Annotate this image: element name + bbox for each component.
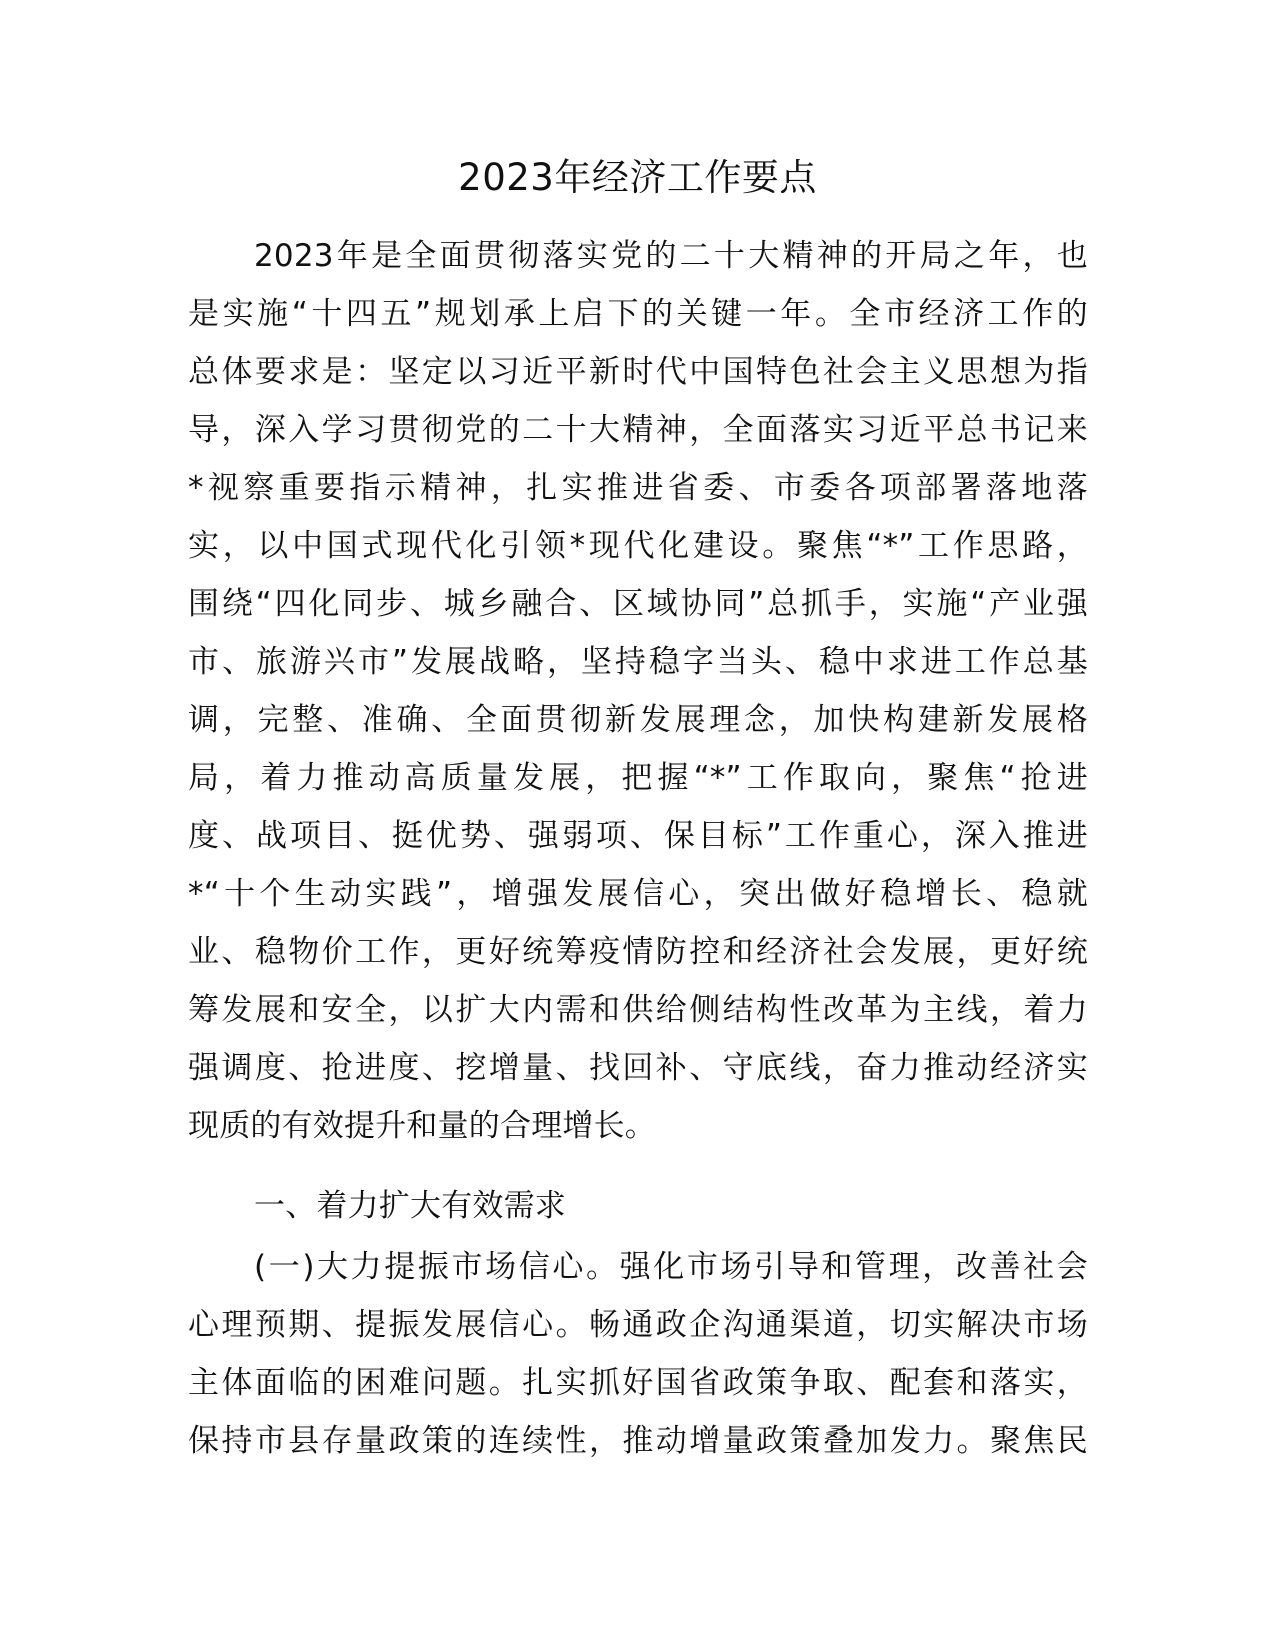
paragraph-line: 围绕“四化同步、城乡融合、区域协同”总抓手，实施“产业强 <box>188 586 1088 622</box>
paragraph-line: 调，完整、准确、全面贯彻新发展理念，加快构建新发展格 <box>188 702 1088 738</box>
paragraph-line: *“十个生动实践”，增强发展信心，突出做好稳增长、稳就 <box>188 876 1088 912</box>
section-one-paragraph <box>188 1238 1088 1470</box>
section-heading-text: 一、着力扩大有效需求 <box>254 1188 566 1224</box>
paragraph-line: 是实施“十四五”规划承上启下的关键一年。全市经济工作的 <box>188 296 1088 332</box>
section-heading <box>188 1177 1088 1235</box>
document-title: 2023年经济工作要点 <box>458 156 817 199</box>
paragraph-line: 强调度、抢进度、挖增量、找回补、守底线，奋力推动经济实 <box>188 1050 1088 1086</box>
paragraph-line: 总体要求是：坚定以习近平新时代中国特色社会主义思想为指 <box>188 354 1088 390</box>
paragraph-line: 实，以中国式现代化引领*现代化建设。聚焦“*”工作思路， <box>188 528 1088 564</box>
paragraph-line: 筹发展和安全，以扩大内需和供给侧结构性改革为主线，着力 <box>188 992 1088 1028</box>
paragraph-line: 保持市县存量政策的连续性，推动增量政策叠加发力。聚焦民 <box>188 1423 1088 1459</box>
paragraph-line: 主体面临的困难问题。扎实抓好国省政策争取、配套和落实， <box>188 1365 1088 1401</box>
paragraph-line: 2023年是全面贯彻落实党的二十大精神的开局之年，也 <box>254 238 1088 274</box>
paragraph-line: *视察重要指示精神，扎实推进省委、市委各项部署落地落 <box>188 470 1088 506</box>
intro-paragraph <box>188 227 1088 1155</box>
paragraph-line: 导，深入学习贯彻党的二十大精神，全面落实习近平总书记来 <box>188 412 1088 448</box>
paragraph-line: 业、稳物价工作，更好统筹疫情防控和经济社会发展，更好统 <box>188 934 1088 970</box>
paragraph-line: 度、战项目、挺优势、强弱项、保目标”工作重心，深入推进 <box>188 818 1088 854</box>
paragraph-line: 现质的有效提升和量的合理增长。 <box>188 1108 656 1144</box>
paragraph-line: (一)大力提振市场信心。强化市场引导和管理，改善社会 <box>254 1249 1088 1285</box>
paragraph-line: 市、旅游兴市”发展战略，坚持稳字当头、稳中求进工作总基 <box>188 644 1088 680</box>
paragraph-line: 心理预期、提振发展信心。畅通政企沟通渠道，切实解决市场 <box>188 1307 1088 1343</box>
paragraph-line: 局，着力推动高质量发展，把握“*”工作取向，聚焦“抢进 <box>188 760 1088 796</box>
